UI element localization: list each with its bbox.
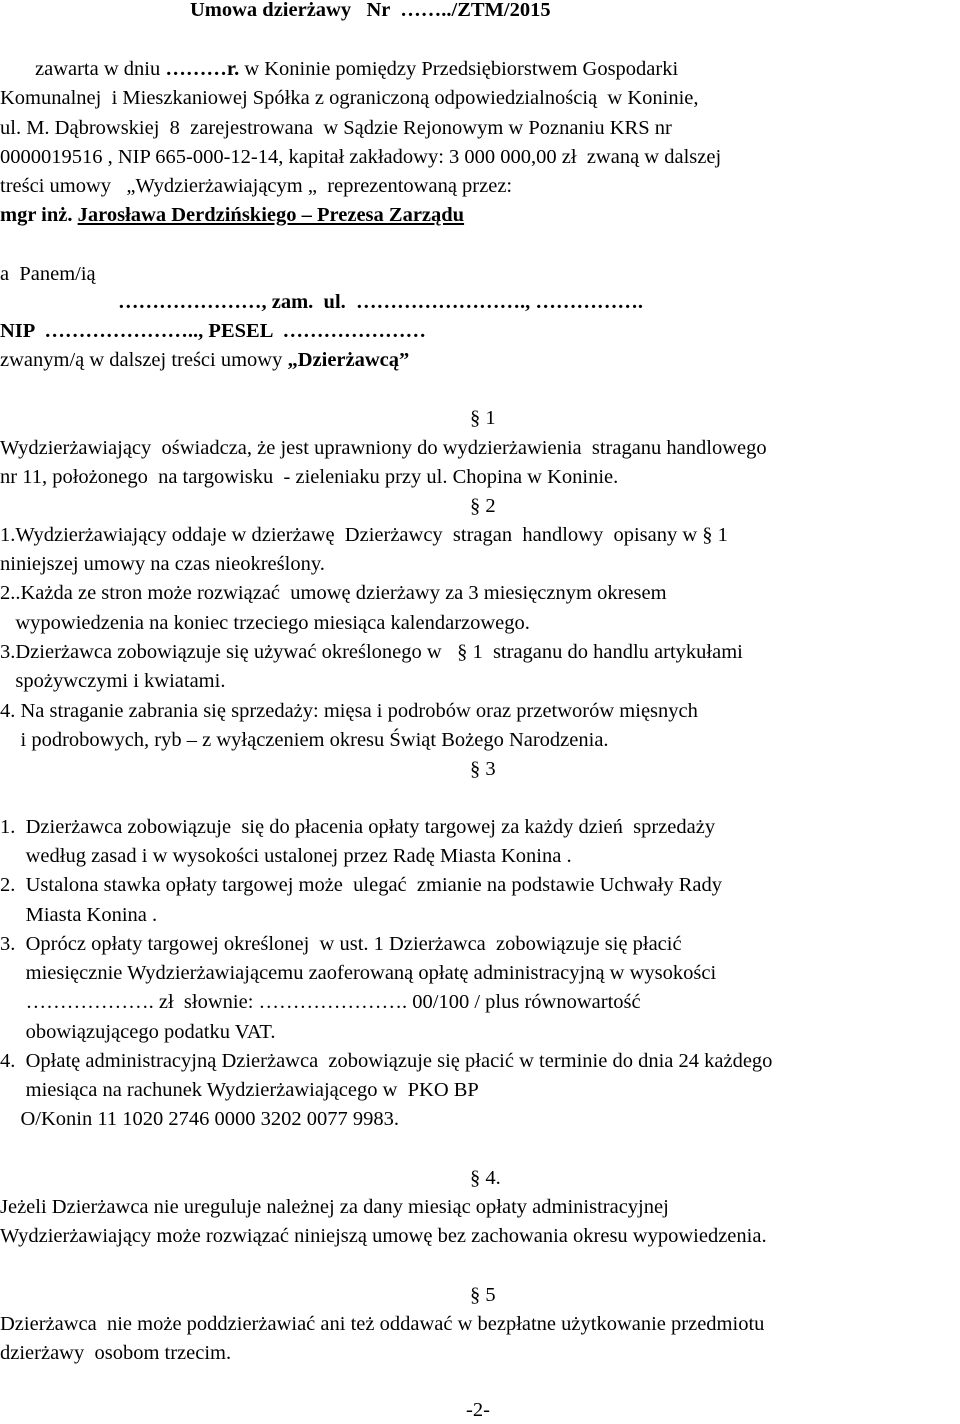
section-2-line-2: niniejszej umowy na czas nieokreślony.: [0, 553, 325, 575]
section-2-line-7: 4. Na straganie zabrania się sprzedaży: mięsa i podrobów oraz przetworów mięsnych: [0, 700, 698, 722]
intro-line-5: treści umowy „Wydzierżawiającym „ reprezentowaną przez:: [0, 175, 513, 197]
intro-line-4: 0000019516 , NIP 665-000-12-14, kapitał zakładowy: 3 000 000,00 zł zwaną w dalszej: [0, 146, 722, 168]
party-intro: a Panem/ią: [0, 263, 96, 285]
party-designation-text: zwanym/ą w dalszej treści umowy: [0, 349, 288, 371]
section-3-line-8: obowiązującego podatku VAT.: [0, 1021, 276, 1043]
page-number: -2-: [466, 1399, 490, 1421]
representative-name: Jarosława Derdzińskiego – Prezesa Zarządu: [77, 204, 465, 226]
section-3-line-11: O/Konin 11 1020 2746 0000 3202 0077 9983.: [0, 1108, 399, 1130]
section-2-line-8: i podrobowych, ryb – z wyłączeniem okresu Świąt Bożego Narodzenia.: [0, 729, 609, 751]
section-3-heading: § 3: [470, 758, 496, 780]
section-2-line-5: 3.Dzierżawca zobowiązuje się używać określonego w § 1 straganu do handlu artykułami: [0, 641, 743, 663]
section-1-line-1: Wydzierżawiający oświadcza, że jest uprawniony do wydzierżawienia straganu handlowego: [0, 437, 767, 459]
section-4-line-1: Jeżeli Dzierżawca nie ureguluje należnej za dany miesiąc opłaty administracyjnej: [0, 1196, 669, 1218]
intro-text: zawarta w dniu: [35, 58, 166, 80]
section-5-line-1: Dzierżawca nie może poddzierżawiać ani też oddawać w bezpłatne użytkowanie przedmiotu: [0, 1313, 765, 1335]
intro-line-3: ul. M. Dąbrowskiej 8 zarejestrowana w Sądzie Rejonowym w Poznaniu KRS nr: [0, 117, 672, 139]
date-placeholder: ………r.: [165, 58, 240, 80]
party-nip-pesel-line: NIP ………………….., PESEL …………………: [0, 320, 426, 342]
section-1-heading: § 1: [470, 407, 496, 429]
section-3-line-1: 1. Dzierżawca zobowiązuje się do płacenia opłaty targowej za każdy dzień sprzedaży: [0, 816, 716, 838]
section-3-line-5: 3. Oprócz opłaty targowej określonej w ust. 1 Dzierżawca zobowiązuje się płacić: [0, 933, 682, 955]
section-3-line-3: 2. Ustalona stawka opłaty targowej może ulegać zmianie na podstawie Uchwały Rady: [0, 874, 723, 896]
section-3-line-10: miesiąca na rachunek Wydzierżawiającego w PKO BP: [0, 1079, 479, 1101]
document-title: Umowa dzierżawy Nr ……../ZTM/2015: [190, 0, 551, 21]
representative-line: [0, 203, 464, 227]
section-1-line-2: nr 11, położonego na targowisku - zieleniaku przy ul. Chopina w Koninie.: [0, 466, 619, 488]
representative-title: mgr inż.: [0, 204, 78, 226]
section-5-heading: § 5: [470, 1284, 496, 1306]
party-designation-line: [0, 348, 409, 372]
section-2-line-4: wypowiedzenia na koniec trzeciego miesiąca kalendarzowego.: [0, 612, 530, 634]
section-3-line-2: według zasad i w wysokości ustalonej przez Radę Miasta Konina .: [0, 845, 572, 867]
section-2-heading: § 2: [470, 495, 496, 517]
section-5-line-2: dzierżawy osobom trzecim.: [0, 1342, 232, 1364]
section-2-line-3: 2..Każda ze stron może rozwiązać umowę dzierżawy za 3 miesięcznym okresem: [0, 582, 667, 604]
intro-text: w Koninie pomiędzy Przedsiębiorstwem Gospodarki: [239, 58, 679, 80]
intro-line-2: Komunalnej i Mieszkaniowej Spółka z ograniczoną odpowiedzialnością w Koninie,: [0, 87, 699, 109]
section-2-line-6: spożywczymi i kwiatami.: [0, 670, 226, 692]
party-designation-name: „Dzierżawcą”: [287, 349, 410, 371]
section-2-line-1: 1.Wydzierżawiający oddaje w dzierżawę Dzierżawcy stragan handlowy opisany w § 1: [0, 524, 728, 546]
section-4-heading: § 4.: [470, 1167, 501, 1189]
section-3-line-4: Miasta Konina .: [0, 904, 158, 926]
section-3-line-7: ………………. zł słownie: …………………. 00/100 / plus równowartość: [0, 991, 641, 1013]
intro-line-1: [35, 57, 678, 81]
section-3-line-9: 4. Opłatę administracyjną Dzierżawca zobowiązuje się płacić w terminie do dnia 24 każdego: [0, 1050, 773, 1072]
section-4-line-2: Wydzierżawiający może rozwiązać niniejszą umowę bez zachowania okresu wypowiedzenia.: [0, 1225, 767, 1247]
section-3-line-6: miesięcznie Wydzierżawiającemu zaoferowaną opłatę administracyjną w wysokości: [0, 962, 717, 984]
party-address-line: …………………, zam. ul. ……………………., …………….: [118, 291, 644, 313]
